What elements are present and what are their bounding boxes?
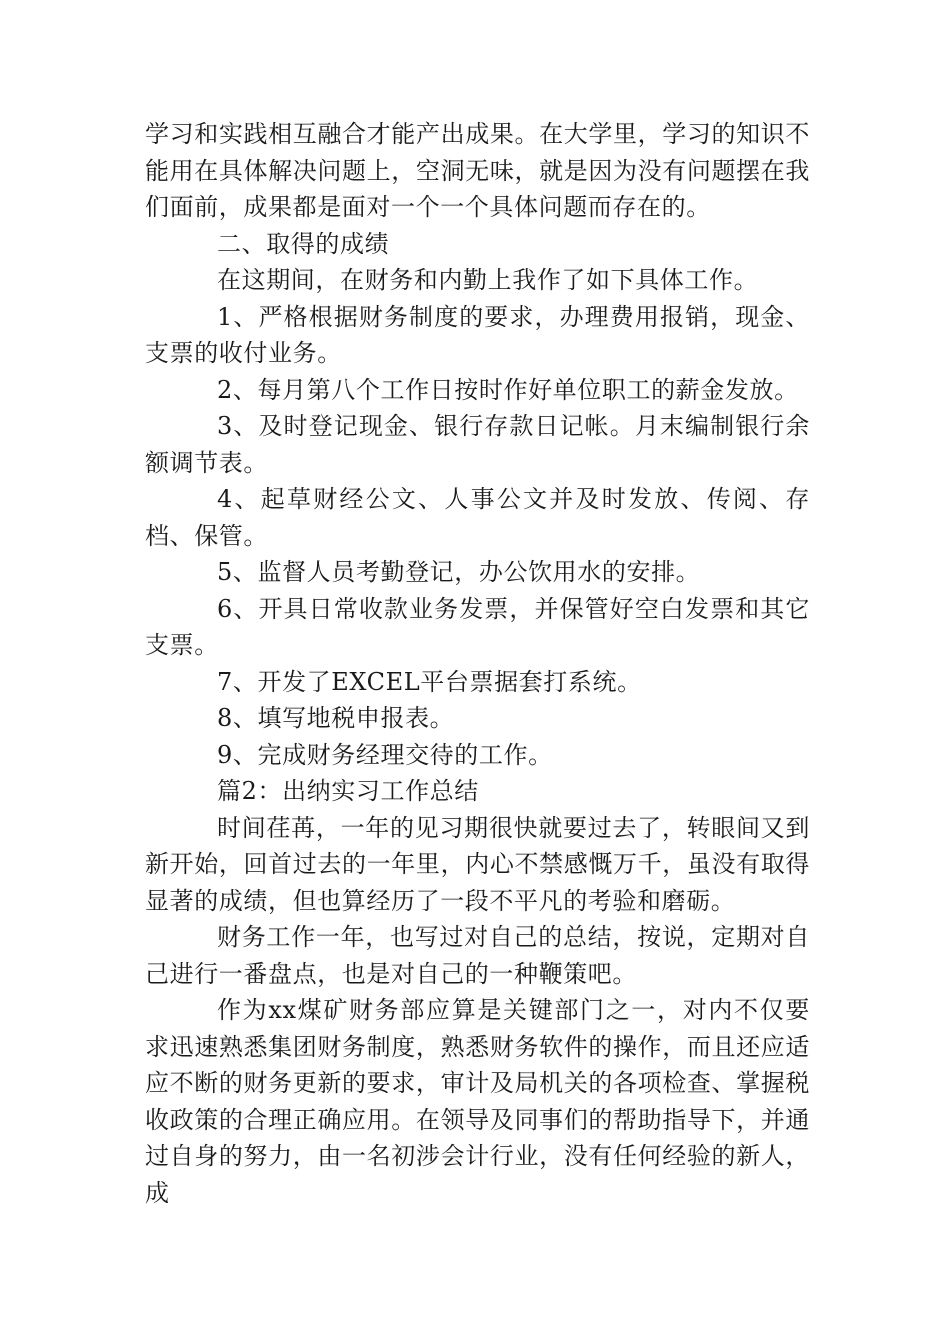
list-item: 4、起草财经公文、人事公文并及时发放、传阅、存档、保管。 (145, 485, 810, 550)
list-item: 5、监督人员考勤登记，办公饮用水的安排。 (217, 558, 701, 586)
list-item: 7、开发了EXCEL平台票据套打系统。 (217, 667, 642, 696)
list-item: 2、每月第八个工作日按时作好单位职工的薪金发放。 (217, 375, 799, 404)
list-item: 1、严格根据财务制度的要求，办理费用报销，现金、支票的收付业务。 (145, 302, 810, 367)
list-item: 8、填写地税申报表。 (217, 704, 455, 732)
paragraph: 在这期间，在财务和内勤上我作了如下具体工作。 (217, 266, 759, 294)
article-title: 篇2：出纳实习工作总结 (217, 777, 479, 805)
paragraph: 时间荏苒，一年的见习期很快就要过去了，转眼间又到新开始，回首过去的一年里，内心不禁感慨万千，虽没有取得显著的成绩，但也算经历了一段不平凡的考验和磨砺。 (145, 813, 810, 915)
list-item: 6、开具日常收款业务发票，并保管好空白发票和其它支票。 (145, 594, 810, 659)
paragraph: 作为xx煤矿财务部应算是关键部门之一，对内不仅要求迅速熟悉集团财务制度，熟悉财务软件的操作，而且还应适应不断的财务更新的要求，审计及局机关的各项检查、掌握税收政策的合理正确应用。在领导及同事们的帮助指导下，并通过自身的努力，由一名初涉会计行业，没有任何经验的新人，成 (145, 996, 810, 1207)
paragraph: 学习和实践相互融合才能产出成果。在大学里，学习的知识不能用在具体解决问题上，空洞无味，就是因为没有问题摆在我们面前，成果都是面对一个一个具体问题而存在的。 (145, 120, 810, 221)
list-item: 3、及时登记现金、银行存款日记帐。月末编制银行余额调节表。 (145, 412, 810, 477)
paragraph: 财务工作一年，也写过对自己的总结，按说，定期对自己进行一番盘点，也是对自己的一种鞭策吧。 (145, 923, 810, 988)
list-item: 9、完成财务经理交待的工作。 (217, 740, 553, 769)
section-heading: 二、取得的成绩 (217, 229, 390, 258)
document-body (145, 116, 810, 1211)
